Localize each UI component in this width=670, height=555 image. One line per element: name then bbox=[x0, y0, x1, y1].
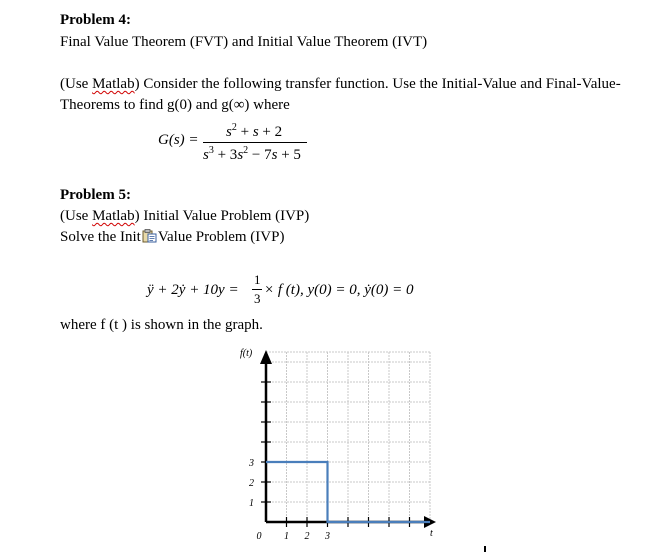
problem5-where: where f (t ) is shown in the graph. bbox=[60, 317, 263, 333]
problem4-para-rest: ) Consider the following transfer function. Use the Initial-Value and Final-Value- bbox=[134, 76, 621, 92]
ode-frac-bar bbox=[252, 289, 262, 290]
problem4-subtitle: Final Value Theorem (FVT) and Initial Value Theorem (IVT) bbox=[60, 34, 428, 50]
y-tick-label: 1 bbox=[249, 498, 254, 509]
problem5-line1 bbox=[60, 208, 309, 225]
chart-labels bbox=[240, 348, 433, 542]
problem4-paragraph-line2: Theorems to find g(0) and g(∞) where bbox=[60, 97, 290, 113]
problem5-heading: Problem 5: bbox=[60, 187, 131, 203]
cursor-mark bbox=[484, 546, 486, 552]
problem5-line1-open: (Use bbox=[60, 208, 93, 224]
x-axis-label: t bbox=[430, 528, 433, 539]
ode-frac-den: 3 bbox=[254, 291, 261, 306]
problem5-line2-a: Solve the Init bbox=[60, 229, 141, 245]
problem4-paragraph-line1 bbox=[60, 76, 621, 93]
problem4-heading: Problem 4: bbox=[60, 12, 131, 28]
x-tick-label: 0 bbox=[256, 531, 262, 542]
problem5-line2 bbox=[60, 229, 284, 246]
problem5-matlab-word: Matlab bbox=[92, 208, 135, 224]
transfer-function-denominator: $s^3 + 3s^2 - 7s + 5$ bbox=[203, 145, 301, 163]
paste-options-icon[interactable] bbox=[142, 229, 157, 243]
transfer-function-bar bbox=[203, 142, 307, 143]
step-function-graph bbox=[230, 340, 445, 550]
y-tick-label: 3 bbox=[249, 458, 254, 469]
problem4-matlab-word: Matlab bbox=[92, 76, 135, 92]
transfer-function-numerator: $s^2 + s + 2$ bbox=[226, 122, 283, 140]
problem5-line1-rest: ) Initial Value Problem (IVP) bbox=[134, 208, 310, 224]
ode-left: ÿ + 2ẏ + 10y = bbox=[147, 282, 239, 298]
y-tick-label: 2 bbox=[249, 478, 254, 489]
x-tick-label: 3 bbox=[325, 531, 330, 542]
transfer-function-lhs: G(s) = bbox=[158, 132, 199, 148]
ode-right: × f (t), y(0) = 0, ẏ(0) = 0 bbox=[264, 282, 414, 298]
problem5-line2-b: Value Problem (IVP) bbox=[157, 229, 285, 245]
chart-grid bbox=[266, 352, 430, 522]
ode-frac-num: 1 bbox=[254, 272, 261, 287]
x-tick-label: 1 bbox=[284, 531, 289, 542]
x-tick-label: 2 bbox=[304, 531, 310, 542]
problem4-para-open: (Use bbox=[60, 76, 93, 92]
y-axis-label: f(t) bbox=[240, 348, 253, 359]
